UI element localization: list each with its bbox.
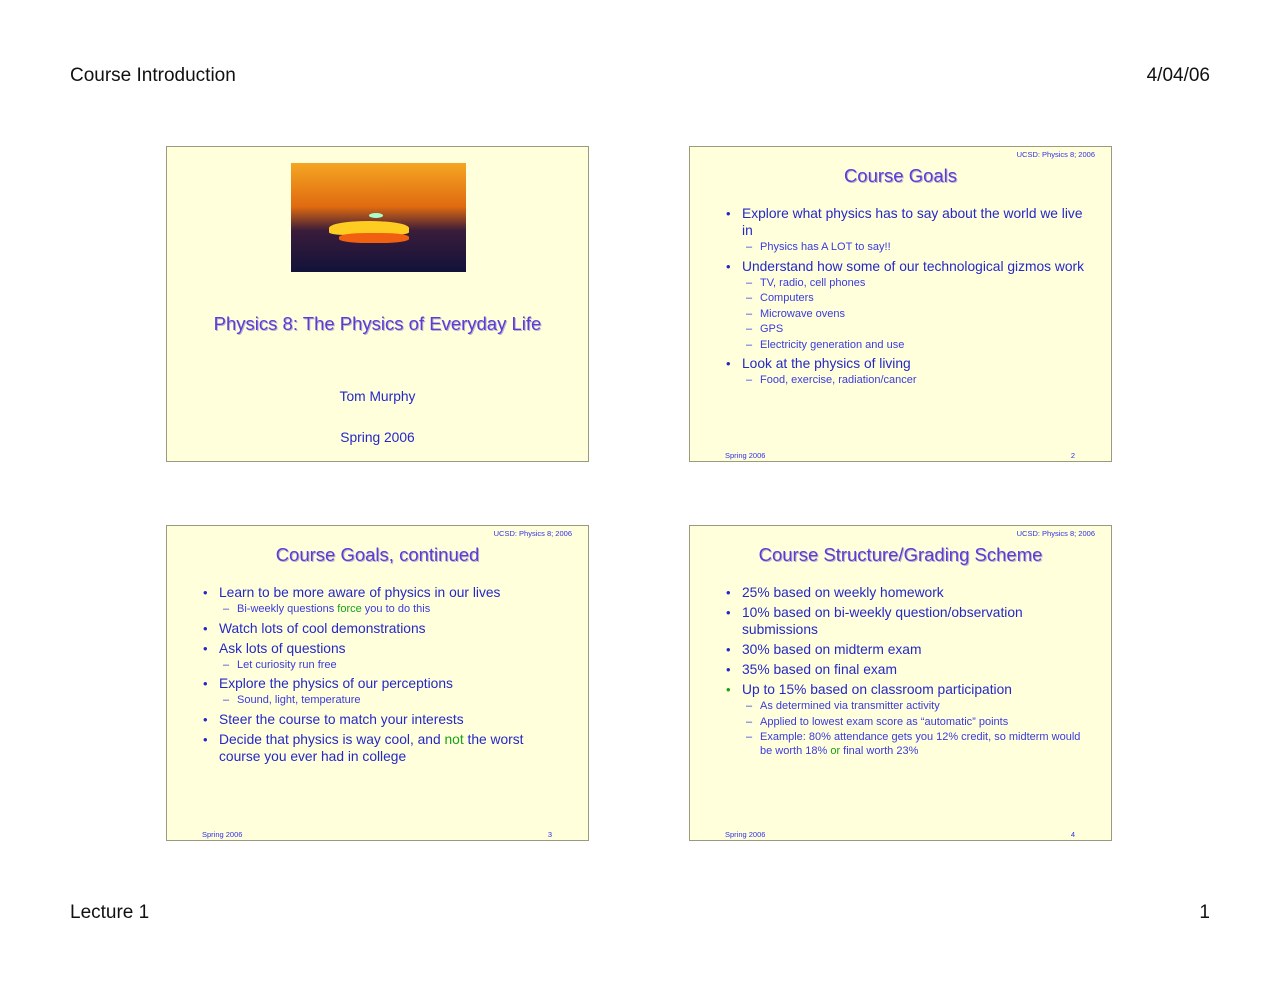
list-subitem: – Food, exercise, radiation/cancer	[725, 374, 1085, 388]
page-footer-lecture: Lecture 1	[70, 902, 150, 923]
slide-3-bullets	[202, 581, 562, 765]
list-item: • Decide that physics is way cool, and not the worst course you ever had in college	[202, 731, 562, 765]
slide-1-title: Physics 8: The Physics of Everyday Life	[213, 313, 542, 334]
page-header	[70, 65, 1210, 87]
slide-1	[166, 146, 589, 462]
slide-number: 4	[1070, 830, 1075, 839]
list-subitem: – GPS	[725, 323, 1085, 337]
list-subitem: – Applied to lowest exam score as “automatic” points	[725, 716, 1085, 730]
list-item: • Explore the physics of our perceptions	[202, 675, 562, 692]
list-subitem: – TV, radio, cell phones	[725, 277, 1085, 291]
list-subitem: – Example: 80% attendance gets you 12% credit, so midterm would be worth 18% or final worth 23%	[725, 731, 1085, 758]
list-subitem: – Electricity generation and use	[725, 339, 1085, 353]
slide-1-author: Tom Murphy	[339, 389, 416, 404]
slide-3-title: Course Goals, continued	[275, 544, 480, 565]
list-item: • Up to 15% based on classroom participation	[725, 681, 1085, 698]
slide-1-term: Spring 2006	[340, 430, 415, 445]
list-item: • Look at the physics of living	[725, 355, 1085, 372]
list-subitem: – Sound, light, temperature	[202, 694, 562, 708]
slide-footer: Spring 2006	[725, 830, 766, 839]
list-item: • Explore what physics has to say about the world we live in	[725, 205, 1085, 239]
list-subitem: – Bi-weekly questions force you to do this	[202, 603, 562, 617]
list-subitem: – Physics has A LOT to say!!	[725, 241, 1085, 255]
list-subitem: – Microwave ovens	[725, 308, 1085, 322]
list-subitem: – Computers	[725, 292, 1085, 306]
slide-header: UCSD: Physics 8; 2006	[1016, 150, 1095, 159]
slide-2-title: Course Goals	[843, 165, 958, 186]
page-footer	[70, 902, 1210, 924]
slide-number: 2	[1070, 451, 1075, 460]
page-header-title: Course Introduction	[70, 65, 236, 86]
slide-footer: Spring 2006	[202, 830, 243, 839]
list-item: • Learn to be more aware of physics in our lives	[202, 584, 562, 601]
page-header-date: 4/04/06	[1146, 65, 1210, 86]
slide-header: UCSD: Physics 8; 2006	[493, 529, 572, 538]
list-subitem: – Let curiosity run free	[202, 659, 562, 673]
sunset-green-flash-photo	[291, 163, 466, 272]
slide-number: 3	[547, 830, 552, 839]
slide-4-bullets	[725, 581, 1085, 759]
page-number: 1	[1199, 902, 1210, 923]
slide-header: UCSD: Physics 8; 2006	[1016, 529, 1095, 538]
slide-footer: Spring 2006	[725, 451, 766, 460]
slide-2-bullets	[725, 202, 1085, 389]
list-subitem: – As determined via transmitter activity	[725, 700, 1085, 714]
slide-3	[166, 525, 589, 841]
list-item: • 35% based on final exam	[725, 661, 1085, 678]
list-item: • 10% based on bi-weekly question/observation submissions	[725, 604, 1085, 638]
list-item: • 30% based on midterm exam	[725, 641, 1085, 658]
list-item: • Ask lots of questions	[202, 640, 562, 657]
slide-4-title: Course Structure/Grading Scheme	[758, 544, 1043, 565]
list-item: • Watch lots of cool demonstrations	[202, 620, 562, 637]
slide-4	[689, 525, 1112, 841]
list-item: • 25% based on weekly homework	[725, 584, 1085, 601]
list-item: • Steer the course to match your interests	[202, 711, 562, 728]
list-item: • Understand how some of our technological gizmos work	[725, 258, 1085, 275]
slide-2	[689, 146, 1112, 462]
